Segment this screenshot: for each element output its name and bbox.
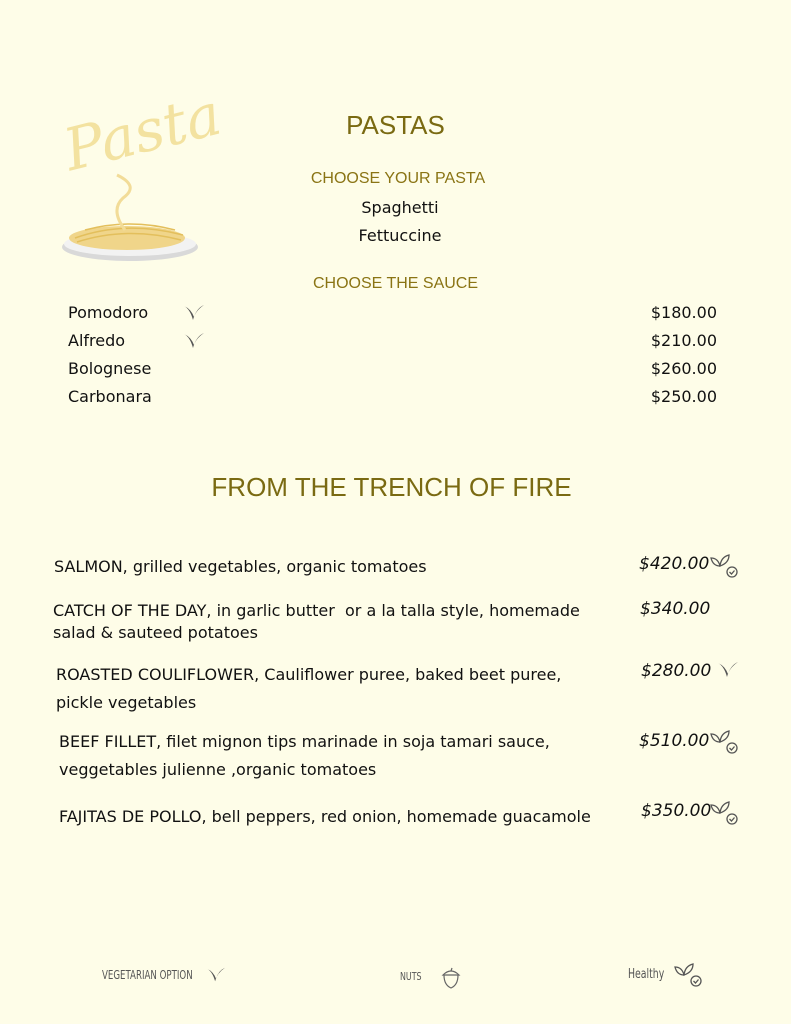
acorn-icon [440,966,462,990]
item-description-line: CATCH OF THE DAY, in garlic butter or a la talla style, homemade [53,601,580,620]
sauce-row [68,359,720,387]
vegetarian-leaf-icon [182,331,206,351]
sauce-row [68,331,720,359]
pasta-option-fettuccine: Fettuccine [358,226,442,245]
menu-item-salmon [54,556,624,578]
item-description-line: ROASTED COULIFLOWER, Cauliflower puree, baked beet puree, [56,665,562,684]
legend-vegetarian-label: VEGETARIAN OPTION [102,968,193,982]
item-description-line: SALMON, grilled vegetables, organic tomatoes [54,557,427,576]
item-price: $340.00 [640,599,711,619]
sauce-name: Alfredo [68,331,126,350]
fire-section-title: FROM THE TRENCH OF FIRE [211,472,572,502]
sauce-price: $260.00 [650,359,717,378]
healthy-icon [709,728,741,756]
healthy-icon [709,799,741,827]
item-description-line: veggetables julienne ,organic tomatoes [59,760,377,779]
vegetarian-leaf-icon [182,303,206,323]
item-description-line: salad & sauteed potatoes [53,623,258,642]
sauce-price: $210.00 [650,331,717,350]
menu-item-beef-fillet [59,728,629,784]
choose-sauce-label: CHOOSE THE SAUCE [312,275,479,292]
healthy-icon [673,961,705,989]
item-description-line: BEEF FILLET, filet mignon tips marinade in soja tamari sauce, [59,732,550,751]
legend-healthy-label: Healthy [628,967,665,982]
pasta-script-word: Pasta [57,79,228,185]
item-price: $420.00 [639,554,710,574]
item-description-line: FAJITAS DE POLLO, bell peppers, red onion, homemade guacamole [59,807,591,826]
item-price: $350.00 [641,801,712,821]
pasta-option-spaghetti: Spaghetti [361,198,439,217]
sauce-row [68,303,720,331]
menu-item-fajitas-de-pollo [59,806,629,828]
sauce-name: Bolognese [68,359,152,378]
sauce-list [68,303,720,415]
item-description-line: pickle vegetables [56,693,197,712]
item-price: $510.00 [639,731,710,751]
sauce-price: $180.00 [650,303,717,322]
legend-nuts-label: NUTS [400,970,422,983]
sauce-name: Pomodoro [68,303,149,322]
sauce-price: $250.00 [650,387,717,406]
vegetarian-leaf-icon [716,660,740,680]
menu-item-roasted-couliflower [56,661,626,717]
item-price: $280.00 [641,661,712,681]
sauce-name: Carbonara [68,387,152,406]
vegetarian-leaf-icon [205,966,227,984]
menu-item-catch-of-the-day [53,600,623,644]
choose-pasta-label: CHOOSE YOUR PASTA [310,170,486,187]
pastas-title: PASTAS [346,110,445,140]
healthy-icon [709,552,741,580]
sauce-row [68,387,720,415]
